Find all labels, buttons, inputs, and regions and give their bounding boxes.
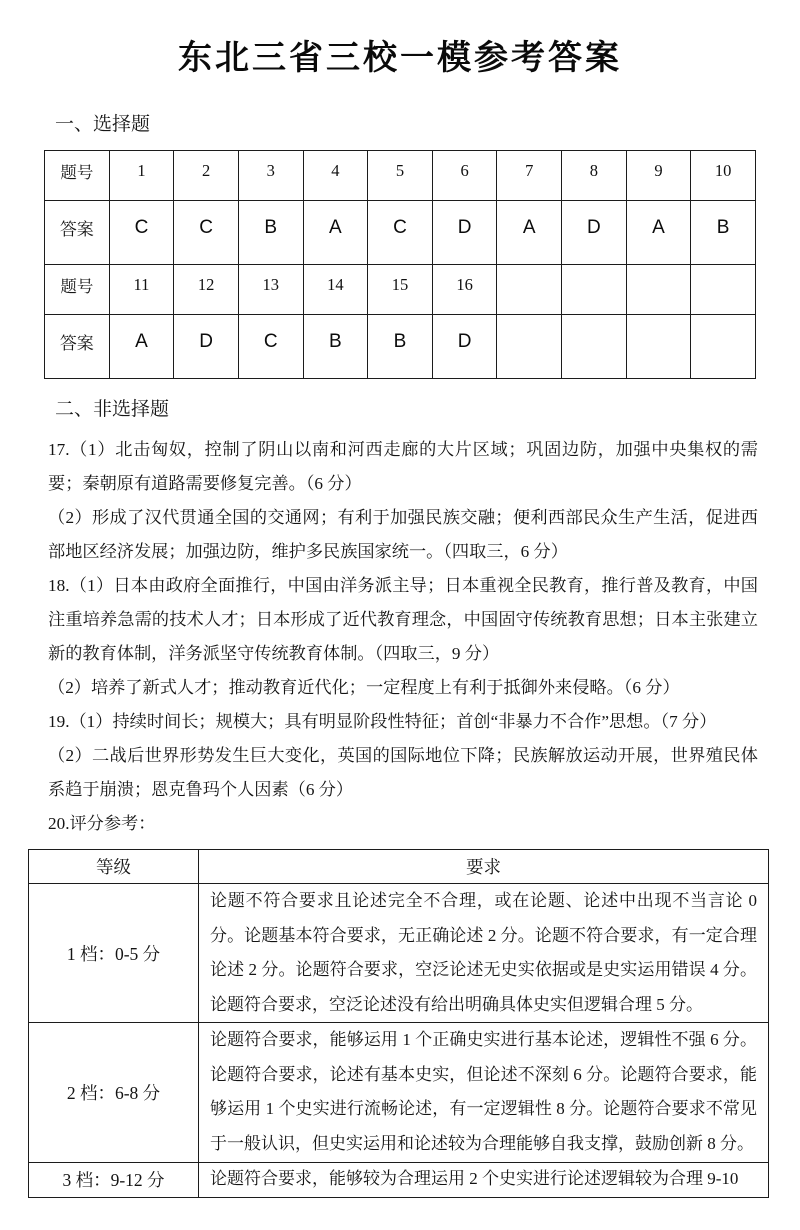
question-number-cell: 2: [174, 151, 239, 201]
question-number-cell: 15: [368, 265, 433, 315]
answer-paragraph-q19-1: 19.（1）持续时间长；规模大；具有明显阶段性特征；首创“非暴力不合作”思想。（7 分）: [48, 712, 717, 731]
question-number-cell: 14: [303, 265, 368, 315]
answer-cell: B: [303, 315, 368, 379]
answer-cell: C: [238, 315, 303, 379]
table-row-question-numbers-2: [45, 265, 756, 315]
answer-cell: C: [174, 201, 239, 265]
question-number-cell: 9: [626, 151, 691, 201]
answer-paragraph-q17-1: 17.（1）北击匈奴，控制了阴山以南和河西走廊的大片区域；巩固边防，加强中央集权的需要；秦朝原有道路需要修复完善。（6 分）: [48, 440, 758, 493]
answer-cell: A: [497, 201, 562, 265]
scoring-rubric-table: [28, 849, 769, 1198]
answer-cell: [626, 315, 691, 379]
column-header-requirement: 要求: [199, 850, 769, 884]
answer-cell: A: [626, 201, 691, 265]
tier-requirement: 论题符合要求，能够运用 1 个正确史实进行基本论述，逻辑性不强 6 分。论题符合要求，论述有基本史实，但论述不深刻 6 分。论题符合要求，能够运用 1 个史实进行流畅论述，有一定逻辑性 8 分。论题符合要求不常见于一般认识，但史实运用和论述较为合理能够自我支撑，鼓励创新 8 分。: [199, 1023, 769, 1163]
answer-cell: A: [109, 315, 174, 379]
tier-requirement: 论题不符合要求且论述完全不合理，或在论题、论述中出现不当言论 0 分。论题基本符合要求，无正确论述 2 分。论题不符合要求，有一定合理论述 2 分。论题符合要求，空泛论述无史实依据或是史实运用错误 4 分。论题符合要求，空泛论述没有给出明确具体史实但逻辑合理 5 分。: [199, 884, 769, 1023]
answer-key-table: [44, 150, 756, 379]
answer-paragraph-q20-label: 20.评分参考：: [48, 814, 156, 833]
section-heading-multiple-choice: 一、选择题: [55, 114, 151, 135]
question-number-cell: 7: [497, 151, 562, 201]
tier-label: 1 档：0-5 分: [29, 884, 199, 1023]
question-number-cell: 5: [368, 151, 433, 201]
answer-cell: B: [238, 201, 303, 265]
answer-paragraph-q17-2: （2）形成了汉代贯通全国的交通网；有利于加强民族交融；便利西部民众生产生活，促进西部地区经济发展；加强边防，维护多民族国家统一。（四取三，6 分）: [48, 508, 758, 561]
question-number-cell: [691, 265, 756, 315]
question-number-cell: 10: [691, 151, 756, 201]
answer-cell: D: [432, 201, 497, 265]
question-number-cell: [626, 265, 691, 315]
question-number-cell: 11: [109, 265, 174, 315]
column-header-level: 等级: [29, 850, 199, 884]
question-number-cell: 8: [562, 151, 627, 201]
answer-cell: A: [303, 201, 368, 265]
page-title: 东北三省三校一模参考答案: [178, 39, 622, 77]
question-number-cell: 3: [238, 151, 303, 201]
row-label: 答案: [45, 315, 110, 379]
scoring-row-tier-1: [29, 884, 769, 1023]
scoring-row-tier-2: [29, 1023, 769, 1163]
answer-cell: C: [368, 201, 433, 265]
answer-cell: C: [109, 201, 174, 265]
answer-paragraph-q18-2: （2）培养了新式人才；推动教育近代化；一定程度上有利于抵御外来侵略。（6 分）: [48, 678, 680, 697]
table-row-question-numbers-1: [45, 151, 756, 201]
question-number-cell: [497, 265, 562, 315]
answer-cell: [497, 315, 562, 379]
answer-cell: B: [368, 315, 433, 379]
table-row-answers-2: [45, 315, 756, 379]
row-label: 题号: [45, 265, 110, 315]
tier-label: 2 档：6-8 分: [29, 1023, 199, 1163]
row-label: 题号: [45, 151, 110, 201]
row-label: 答案: [45, 201, 110, 265]
answer-cell: D: [562, 201, 627, 265]
answer-cell: [691, 315, 756, 379]
question-number-cell: 6: [432, 151, 497, 201]
tier-requirement: 论题符合要求，能够较为合理运用 2 个史实进行论述逻辑较为合理 9-10: [199, 1163, 769, 1198]
answer-cell: D: [432, 315, 497, 379]
scoring-row-tier-3: [29, 1163, 769, 1198]
question-number-cell: 1: [109, 151, 174, 201]
question-number-cell: 12: [174, 265, 239, 315]
answer-cell: B: [691, 201, 756, 265]
answer-paragraph-q19-2: （2）二战后世界形势发生巨大变化，英国的国际地位下降；民族解放运动开展，世界殖民体系趋于崩溃；恩克鲁玛个人因素（6 分）: [48, 746, 758, 799]
tier-label: 3 档：9-12 分: [29, 1163, 199, 1198]
scoring-table-header-row: [29, 850, 769, 884]
answers-text-block: [48, 433, 758, 841]
question-number-cell: 4: [303, 151, 368, 201]
question-number-cell: 13: [238, 265, 303, 315]
table-row-answers-1: [45, 201, 756, 265]
section-heading-non-multiple-choice: 二、非选择题: [55, 399, 170, 420]
question-number-cell: 16: [432, 265, 497, 315]
question-number-cell: [562, 265, 627, 315]
answer-cell: D: [174, 315, 239, 379]
answer-cell: [562, 315, 627, 379]
answer-paragraph-q18-1: 18.（1）日本由政府全面推行，中国由洋务派主导；日本重视全民教育，推行普及教育，中国注重培养急需的技术人才；日本形成了近代教育理念，中国固守传统教育思想；日本主张建立新的教育体制，洋务派坚守传统教育体制。（四取三，9 分）: [48, 576, 758, 663]
